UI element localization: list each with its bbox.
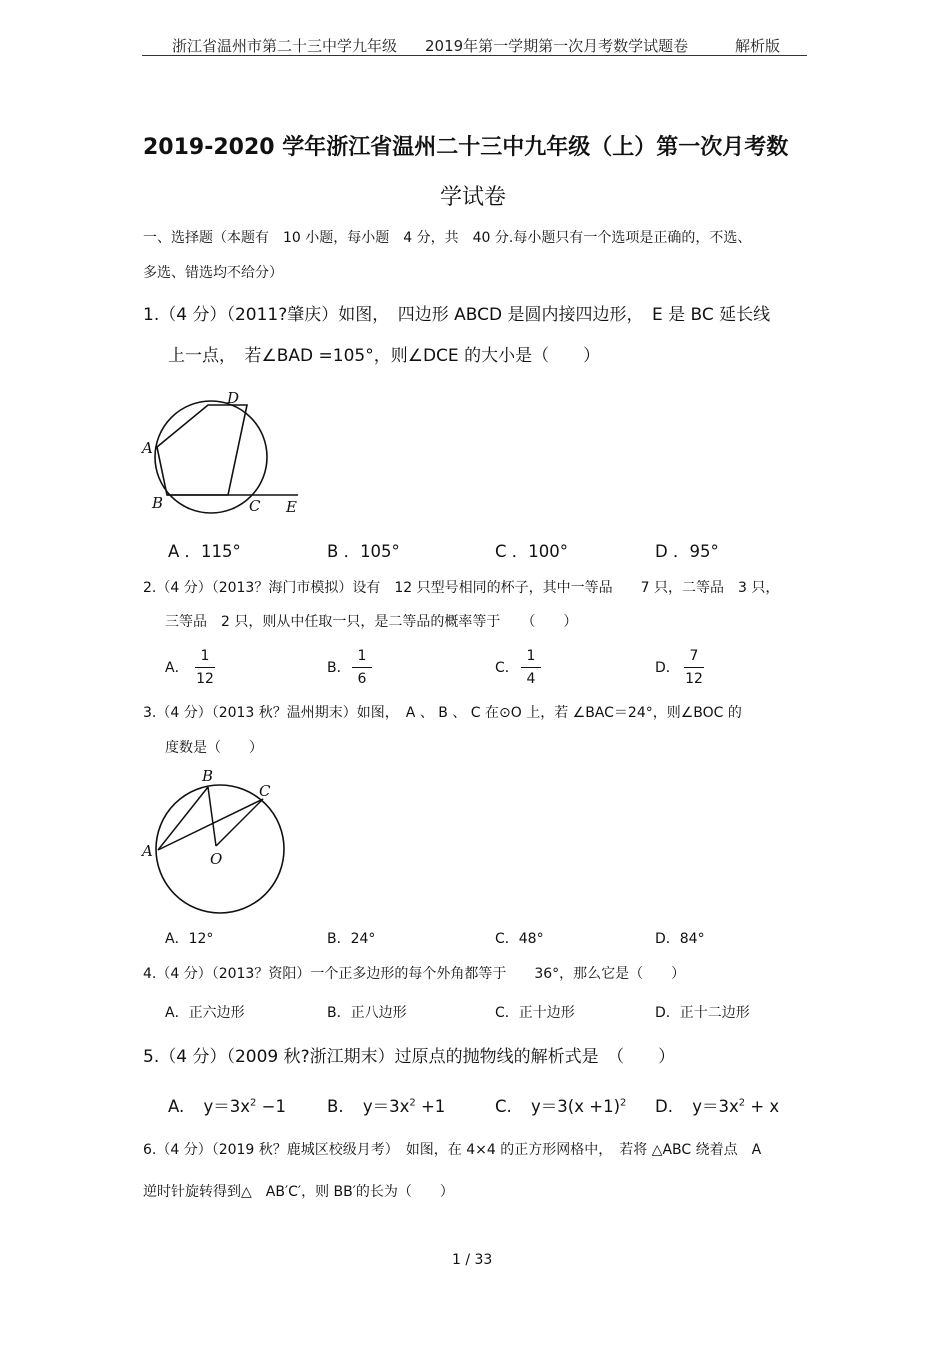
question-2-line2: 三等品 2 只，则从中任取一只，是二等品的概率等于 （ ） [165,614,578,630]
option-label: B. [327,1097,344,1116]
page-number: 1 / 33 [452,1252,493,1268]
question-3-line2: 度数是（ ） [165,740,263,756]
q4-option-c[interactable]: C．正十边形 [495,1005,575,1021]
section-intro: 一、选择题（本题有 10 小题，每小题 4 分，共 40 分.每小题只有一个选项是正确的，不选、 [143,230,752,246]
option-exponent: 2 [620,1097,627,1109]
question-6-line2: 逆时针旋转得到△ AB′C′，则 BB′的长为（ ） [143,1184,454,1200]
q2-option-a-fraction[interactable] [195,647,215,688]
option-exponent: 2 [250,1097,257,1109]
label-c: C [259,782,271,800]
option-base: y＝3x [692,1097,739,1116]
option-tail: + x [745,1097,780,1116]
numerator: 1 [357,648,367,664]
option-tail: +1 [415,1097,446,1116]
q3-option-b[interactable]: B．24° [327,931,376,947]
q3-figure [138,762,298,922]
question-1-line2: 上一点， 若∠BAD =105°，则∠DCE 的大小是（ ） [168,346,601,366]
denominator: 12 [685,671,703,687]
option-base: y＝3(x +1) [531,1097,621,1116]
numerator: 1 [200,648,210,664]
q2-option-c-fraction[interactable] [521,647,541,688]
q2-option-a-label[interactable]: A． [165,660,189,676]
header-term: 2019年第一学期第一次月考数学试题卷 [425,37,689,55]
q5-option-d[interactable] [655,1093,779,1117]
numerator: 1 [526,648,536,664]
option-label: A. [168,1097,185,1116]
page-title-line2: 学试卷 [440,185,507,210]
question-3: 3.（4 分）（2013 秋？温州期末）如图， A 、 B 、 C 在⊙O 上，若 ∠BAC＝24°，则∠BOC 的 [143,705,742,721]
denominator: 6 [357,671,367,687]
option-label: D. [655,1097,673,1116]
q1-option-c[interactable]: C ．100° [495,542,569,561]
q2-option-d-label[interactable]: D． [655,660,680,676]
label-b: B [152,494,164,512]
question-4: 4.（4 分）（2013？资阳）一个正多边形的每个外角都等于 36°，那么它是（ ） [143,966,686,982]
q4-option-b[interactable]: B．正八边形 [327,1005,407,1021]
label-b: B [202,767,214,785]
numerator: 7 [689,648,699,664]
q1-figure [138,385,308,525]
section-intro-line2: 多选、错选均不给分） [143,265,283,281]
header-edition: 解析版 [735,37,781,55]
denominator: 4 [526,671,536,687]
q2-option-d-fraction[interactable] [684,647,704,688]
option-label: C. [495,1097,512,1116]
option-exponent: 2 [409,1097,416,1109]
option-tail: −1 [256,1097,286,1116]
label-o: O [210,850,223,868]
q3-option-a[interactable]: A．12° [165,931,214,947]
question-6: 6.（4 分）（2019 秋？鹿城区校级月考） 如图，在 4×4 的正方形网格中， 若将 △ABC 绕着点 A [143,1142,762,1158]
q4-option-d[interactable]: D．正十二边形 [655,1005,750,1021]
header-school: 浙江省温州市第二十三中学九年级 [172,37,398,55]
q2-option-c-label[interactable]: C． [495,660,519,676]
label-c: C [249,497,261,515]
label-e: E [286,498,297,516]
option-base: y＝3x [203,1097,251,1116]
label-a: A [142,842,153,860]
q5-option-b[interactable] [327,1093,445,1117]
q5-option-a[interactable] [168,1093,286,1117]
q1-option-a[interactable]: A ．115° [168,542,241,561]
q1-option-d[interactable]: D ．95° [655,542,719,561]
q5-option-c[interactable] [495,1093,626,1117]
q2-option-b-fraction[interactable] [352,647,372,688]
q4-option-a[interactable]: A．正六边形 [165,1005,245,1021]
q3-option-d[interactable]: D．84° [655,931,705,947]
question-1: 1.（4 分）（2011?肇庆）如图， 四边形 ABCD 是圆内接四边形， E 是 BC 延长线 [143,305,771,325]
question-5: 5.（4 分）（2009 秋?浙江期末）过原点的抛物线的解析式是 （ ） [143,1047,676,1067]
denominator: 12 [196,671,214,687]
q3-option-c[interactable]: C．48° [495,931,544,947]
label-a: A [142,439,153,457]
option-base: y＝3x [362,1097,410,1116]
option-exponent: 2 [738,1097,746,1109]
header-rule [142,55,807,56]
question-2: 2.（4 分）（2013？海门市模拟）设有 12 只型号相同的杯子，其中一等品 7 只，二等品 3 只， [143,580,780,596]
label-d: D [227,389,240,407]
q1-option-b[interactable]: B ．105° [327,542,400,561]
q2-option-b-label[interactable]: B． [327,660,351,676]
page-title: 2019-2020 学年浙江省温州二十三中九年级（上）第一次月考数 [143,135,789,160]
